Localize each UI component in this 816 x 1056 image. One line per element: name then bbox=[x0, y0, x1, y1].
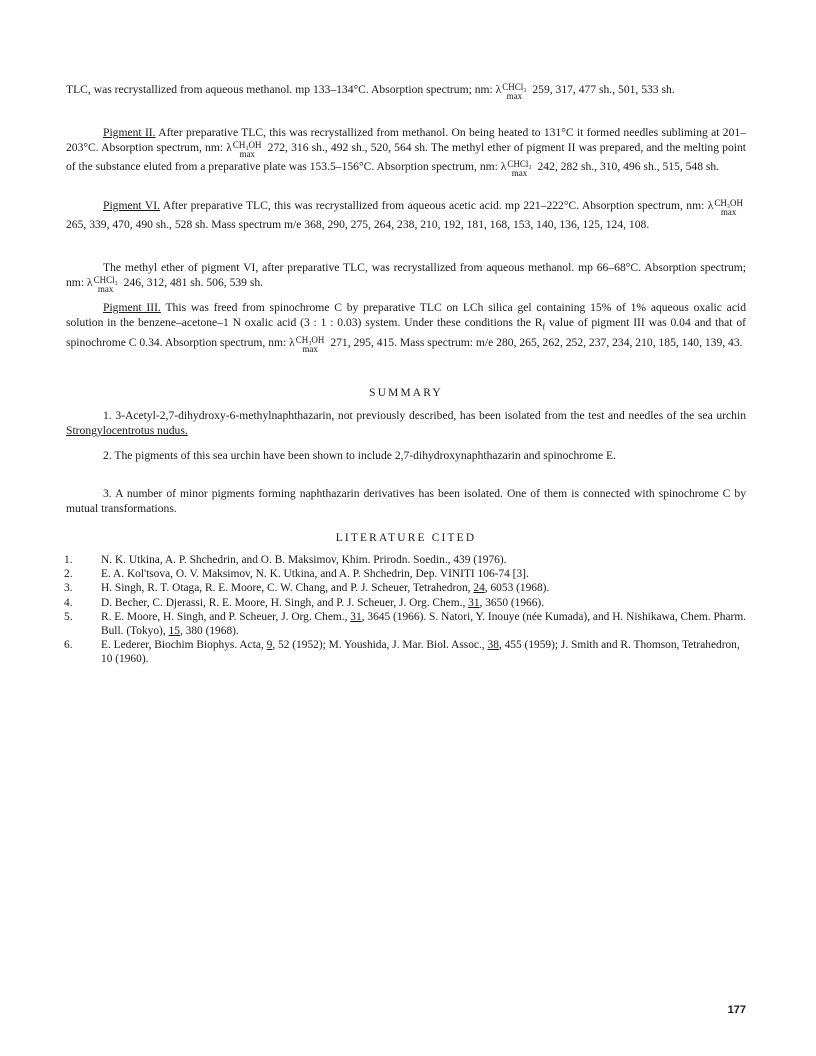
paragraph-pigment-vi: Pigment VI. After preparative TLC, this was recrystallized from aqueous acetic acid. mp 221–222°C. Absorption spectrum, nm: λ CH₃OH max 265, 339, 470, 490 sh., 528 sh. Mass spectrum m/e 368, 290, 275, 264, 238, 210, 192, 181, 168, 153, 140, 136, 125, 124, 108. bbox=[66, 198, 743, 231]
pigment-vi-label: Pigment VI. bbox=[103, 199, 160, 212]
paragraph-methyl-ether-vi: The methyl ether of pigment VI, after preparative TLC, was recrystallized from aqueous methanol. mp 66–68°C. Absorption spectrum; nm: λ CHCl₃ max 246, 312, 481 sh. 506, 539 sh. bbox=[66, 261, 746, 295]
lambda-max-notation: CHCl₃ max bbox=[502, 82, 527, 101]
reference-item: 4. D. Becher, C. Djerassi, R. E. Moore, H. Singh, and P. J. Scheuer, J. Org. Chem., 31, 3650 (1966). bbox=[64, 596, 545, 609]
summary-item-2: 2. The pigments of this sea urchin have been shown to include 2,7-dihydroxynaphthazarin and spinochrome E. bbox=[103, 449, 617, 462]
lambda-max-notation: CHCl₃ max bbox=[93, 275, 118, 295]
paragraph-compound-absorption: TLC, was recrystallized from aqueous methanol. mp 133–134°C. Absorption spectrum; nm: λ CHCl₃ max 259, 317, 477 sh., 501, 533 sh. bbox=[66, 82, 675, 101]
reference-item: 2. E. A. Kol'tsova, O. V. Maksimov, N. K. Utkina, and A. P. Shchedrin, Dep. VINITI 106-74 [3]. bbox=[64, 568, 529, 581]
reference-item: 5. R. E. Moore, H. Singh, and P. Scheuer, J. Org. Chem., 31, 3645 (1966). S. Natori, Y. Inouye (née Kumada), and H. Nishikawa, Chem. Pharm. Bull. (Tokyo), 15, 380 (1968). bbox=[64, 610, 747, 638]
summary-item-3: 3. A number of minor pigments forming naphthazarin derivatives has been isolated. One of them is connected with spinochrome C by mutual transformations. bbox=[66, 487, 746, 516]
lambda-max-notation: CH₃OH max bbox=[295, 335, 325, 355]
lambda-max-notation: CH₃OH max bbox=[232, 140, 262, 160]
reference-item: 1. N. K. Utkina, A. P. Shchedrin, and O. B. Maksimov, Khim. Prirodn. Soedin., 439 (1976). bbox=[64, 554, 507, 566]
reference-item: 6. E. Lederer, Biochim Biophys. Acta, 9, 52 (1952); M. Youshida, J. Mar. Biol. Assoc., 38, 455 (1959); J. Smith and R. Thomson, Tetrahedron, 10 (1960). bbox=[64, 639, 740, 666]
pigment-iii-label: Pigment III. bbox=[103, 301, 161, 314]
reference-list bbox=[64, 553, 748, 667]
summary-item-1: 1. 3-Acetyl-2,7-dihydroxy-6-methylnaphthazarin, not previously described, has been isolated from the test and needles of the sea urchin Strongylocentrotus nudus. bbox=[66, 409, 746, 438]
pigment-ii-label: Pigment II. bbox=[103, 126, 156, 139]
reference-item: 3. H. Singh, R. T. Otaga, R. E. Moore, C. W. Chang, and P. J. Scheuer, Tetrahedron, 24, 6053 (1968). bbox=[64, 582, 550, 595]
paragraph-pigment-ii: Pigment II. After preparative TLC, this was recrystallized from methanol. On being heated to 131°C it formed needles subliming at 201–203°C. Absorption spectrum, nm: λ CH₃OH max 272, 316 sh., 492 sh., 520, 564 sh. The methyl ether of pigment II was prepared, and the melting point of the substance eluted from a preparative plate was 153.5–156°C. Absorption spectrum, nm: λ CHCl₃ max 242, 282 sh., 310, 496 sh., 515, 548 sh. bbox=[66, 126, 746, 179]
lambda-max-notation: CH₃OH max bbox=[714, 198, 743, 217]
literature-heading: LITERATURE CITED bbox=[335, 532, 477, 544]
summary-heading: SUMMARY bbox=[369, 387, 443, 399]
page-number: 177 bbox=[727, 1004, 746, 1016]
lambda-max-notation: CHCl₃ max bbox=[507, 159, 532, 179]
paragraph-pigment-iii: Pigment III. This was freed from spinochrome C by preparative TLC on LCh silica gel containing 15% of 1% aqueous oxalic acid solution in the benzene–acetone–1 N oxalic acid (3 : 1 : 0.03) system. Under these conditions the $R_f$ value of pigment III was 0.04 and that of spinochrome C 0.34. Absorption spectrum, nm: λ CH₃OH max 271, 295, 415. Mass spectrum: m/e 280, 265, 262, 252, 237, 234, 210, 185, 140, 139, 43. bbox=[66, 301, 746, 355]
